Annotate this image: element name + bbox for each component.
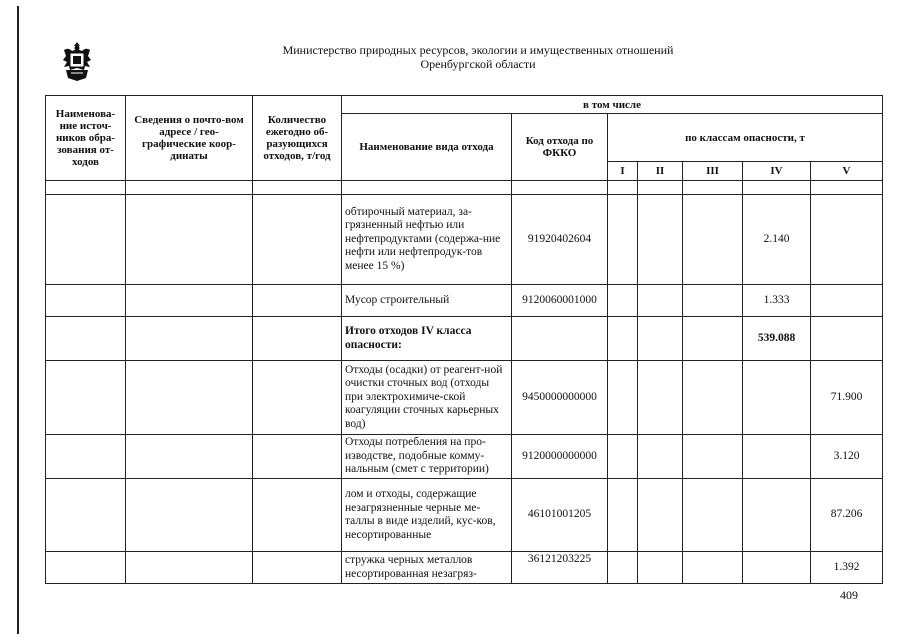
header-source-name: Наименова-ние источ-ников обра-зования от-ходов — [46, 96, 126, 181]
coat-of-arms-icon — [60, 40, 94, 82]
class-4-value — [743, 479, 811, 552]
total-class-4-value: 539.088 — [743, 317, 811, 361]
class-5-value: 87.206 — [811, 479, 883, 552]
header-ministry: Министерство природных ресурсов, экологии и имущественных отношений — [282, 43, 674, 57]
header-fkko-code: Код отхода по ФККО — [512, 114, 608, 181]
waste-name: Отходы (осадки) от реагент-ной очистки сточных вод (отходы при электрохимиче-ской коагуляции сточных карьерных вод) — [342, 361, 512, 435]
table-row — [46, 435, 883, 479]
class-4-value — [743, 435, 811, 479]
binding-rule — [17, 6, 19, 634]
table-row — [46, 195, 883, 285]
class-4-value: 1.333 — [743, 285, 811, 317]
table-row — [46, 552, 883, 584]
waste-table — [45, 95, 883, 584]
header-class-4: IV — [743, 162, 811, 181]
header-address: Сведения о почто-вом адресе / гео-графические коор-динаты — [126, 96, 253, 181]
header-waste-type: Наименование вида отхода — [342, 114, 512, 181]
waste-code: 91920402604 — [512, 195, 608, 285]
header-region: Оренбургской области — [420, 57, 536, 71]
header-quantity: Количество ежегодно об-разующихся отходов, т/год — [253, 96, 342, 181]
header-class-2: II — [638, 162, 683, 181]
total-label: Итого отходов IV класса опасности: — [342, 317, 512, 361]
waste-name: Мусор строительный — [342, 285, 512, 317]
waste-code: 36121203225 — [512, 552, 608, 584]
header-class-5: V — [811, 162, 883, 181]
waste-code: 9120000000000 — [512, 435, 608, 479]
blank-row — [46, 181, 883, 195]
header-class-1: I — [608, 162, 638, 181]
class-5-value — [811, 195, 883, 285]
class-5-value — [811, 285, 883, 317]
class-5-value — [811, 317, 883, 361]
total-row — [46, 317, 883, 361]
header-class-3: III — [683, 162, 743, 181]
class-4-value — [743, 361, 811, 435]
table-row — [46, 285, 883, 317]
waste-name: обтирочный материал, за-грязненный нефтью или нефтепродуктами (содержа-ние нефти или нефтепродук-тов менее 15 %) — [342, 195, 512, 285]
page-number: 409 — [840, 588, 858, 602]
class-5-value: 1.392 — [811, 552, 883, 584]
waste-name: Отходы потребления на про-изводстве, подобные комму-нальным (смет с территории) — [342, 435, 512, 479]
class-4-value: 2.140 — [743, 195, 811, 285]
table-row — [46, 361, 883, 435]
waste-code: 9120060001000 — [512, 285, 608, 317]
class-5-value: 3.120 — [811, 435, 883, 479]
class-4-value — [743, 552, 811, 584]
waste-code: 46101001205 — [512, 479, 608, 552]
waste-name: лом и отходы, содержащие незагрязненные черные ме-таллы в виде изделий, кус-ков, несортированные — [342, 479, 512, 552]
waste-name: стружка черных металлов несортированная незагряз- — [342, 552, 512, 584]
header-including: в том числе — [342, 96, 883, 114]
document-header — [150, 43, 806, 71]
table-row — [46, 479, 883, 552]
class-5-value: 71.900 — [811, 361, 883, 435]
header-hazard-classes: по классам опасности, т — [608, 114, 883, 162]
waste-code — [512, 317, 608, 361]
waste-code: 9450000000000 — [512, 361, 608, 435]
